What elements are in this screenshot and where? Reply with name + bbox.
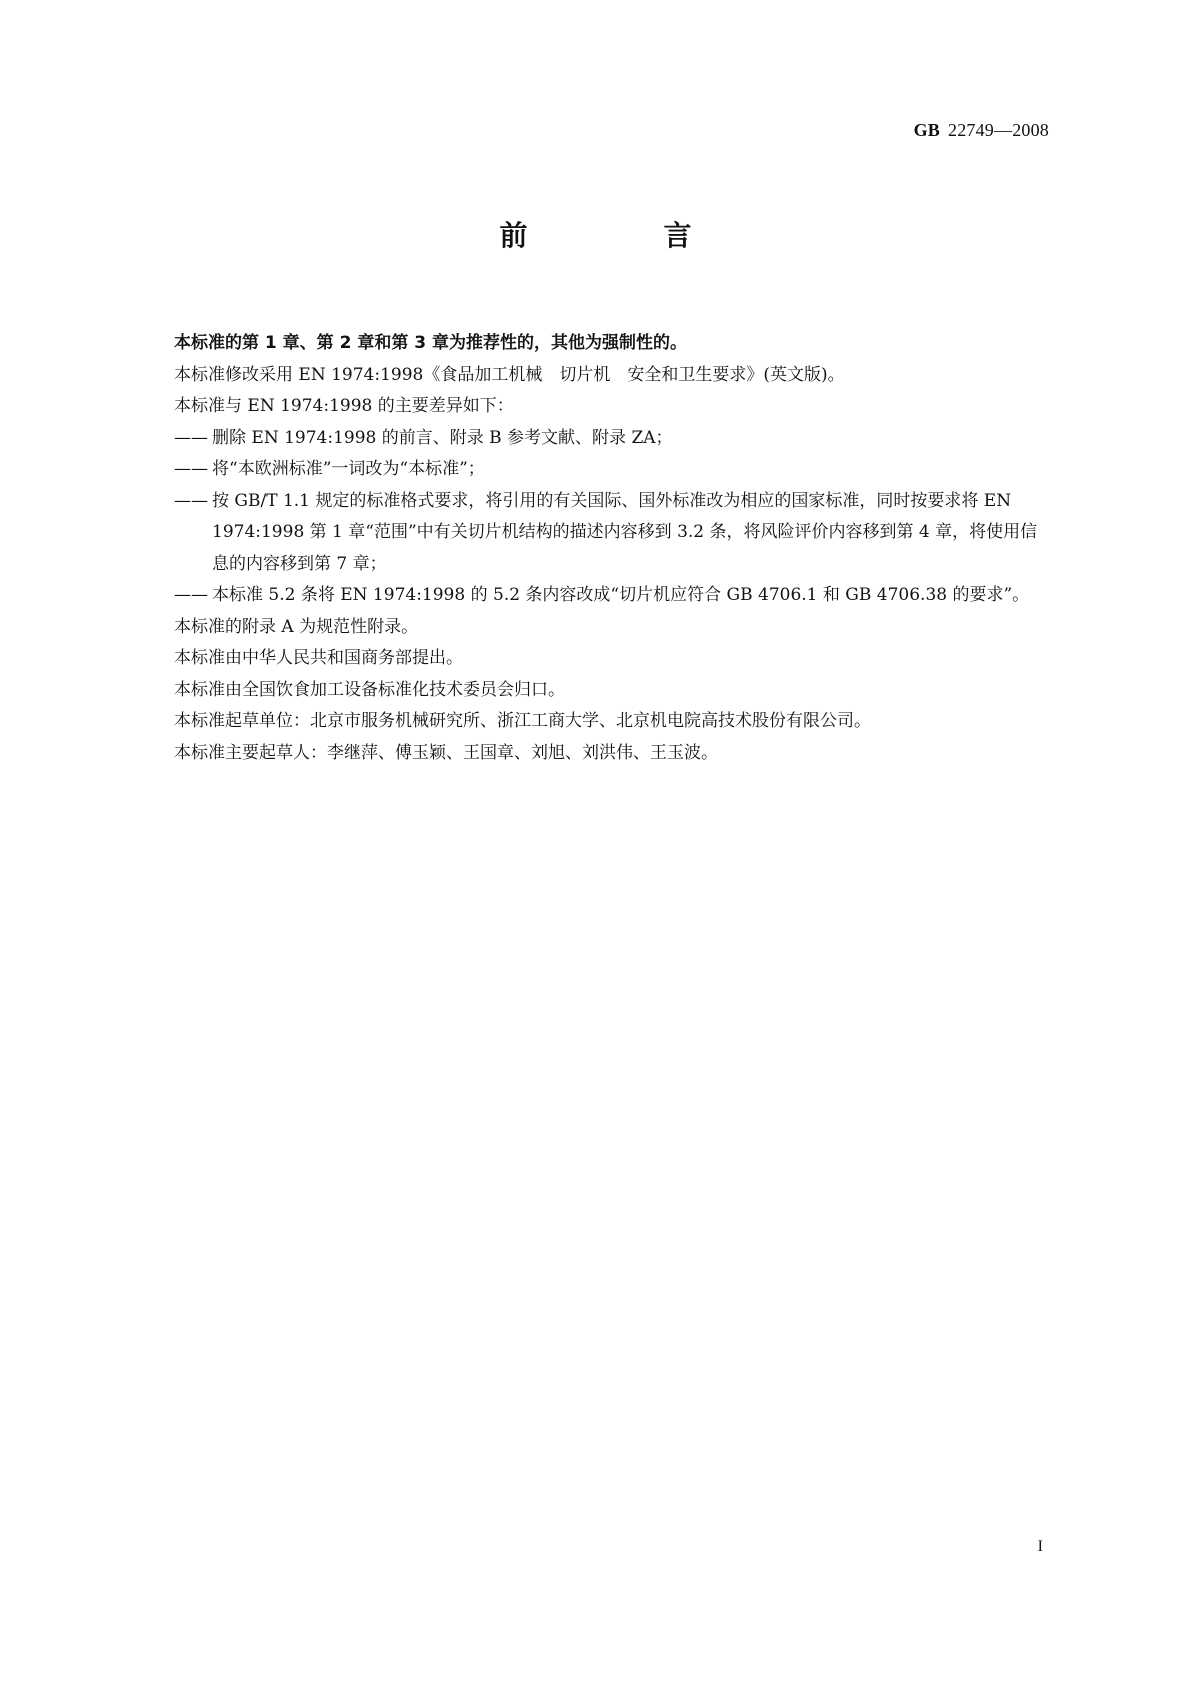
paragraph-annex: 本标准的附录 A 为规范性附录。 [174,616,419,637]
paragraph-mandatory-scope: 本标准的第 1 章、第 2 章和第 3 章为推荐性的，其他为强制性的。 [174,333,687,353]
paragraph-proposer: 本标准由中华人民共和国商务部提出。 [174,648,463,668]
foreword-body [174,328,1054,769]
paragraph-differences-intro: 本标准与 EN 1974:1998 的主要差异如下： [174,396,514,416]
dash-marker: —— [174,585,208,605]
difference-text: 将“本欧洲标准”一词改为“本标准”； [212,459,485,479]
standard-prefix: GB [913,120,940,140]
dash-marker: —— [174,427,208,448]
paragraph-drafting-units: 本标准起草单位：北京市服务机械研究所、浙江工商大学、北京机电院高技术股份有限公司。 [174,711,871,731]
standard-code: 22749—2008 [948,120,1049,140]
difference-text: 删除 EN 1974:1998 的前言、附录 B 参考文献、附录 ZA； [212,427,673,448]
difference-item [174,486,1054,581]
difference-text: 本标准 5.2 条将 EN 1974:1998 的 5.2 条内容改成“切片机应符合 GB 4706.1 和 GB 4706.38 的要求”。 [212,585,1030,605]
difference-item [174,454,1054,486]
difference-item [174,423,1054,455]
standard-number [914,120,1049,141]
paragraph-adoption: 本标准修改采用 EN 1974:1998《食品加工机械 切片机 安全和卫生要求》(英文版)。 [174,364,845,385]
dash-marker: —— [174,459,208,479]
difference-text: 按 GB/T 1.1 规定的标准格式要求，将引用的有关国际、国外标准改为相应的国家标准，同时按要求将 EN 1974:1998 第 1 章“范围”中有关切片机结构的描述内容移到 3.2 条，将风险评价内容移到第 4 章，将使用信息的内容移到第 7 章； [212,490,1038,574]
paragraph-committee: 本标准由全国饮食加工设备标准化技术委员会归口。 [174,679,565,700]
paragraph-drafters: 本标准主要起草人：李继萍、傅玉颖、王国章、刘旭、刘洪伟、王玉波。 [174,742,718,763]
page-number: I [1037,1538,1043,1555]
difference-item [174,580,1054,612]
dash-marker: —— [174,490,208,511]
page-title: 前 言 [499,219,746,252]
